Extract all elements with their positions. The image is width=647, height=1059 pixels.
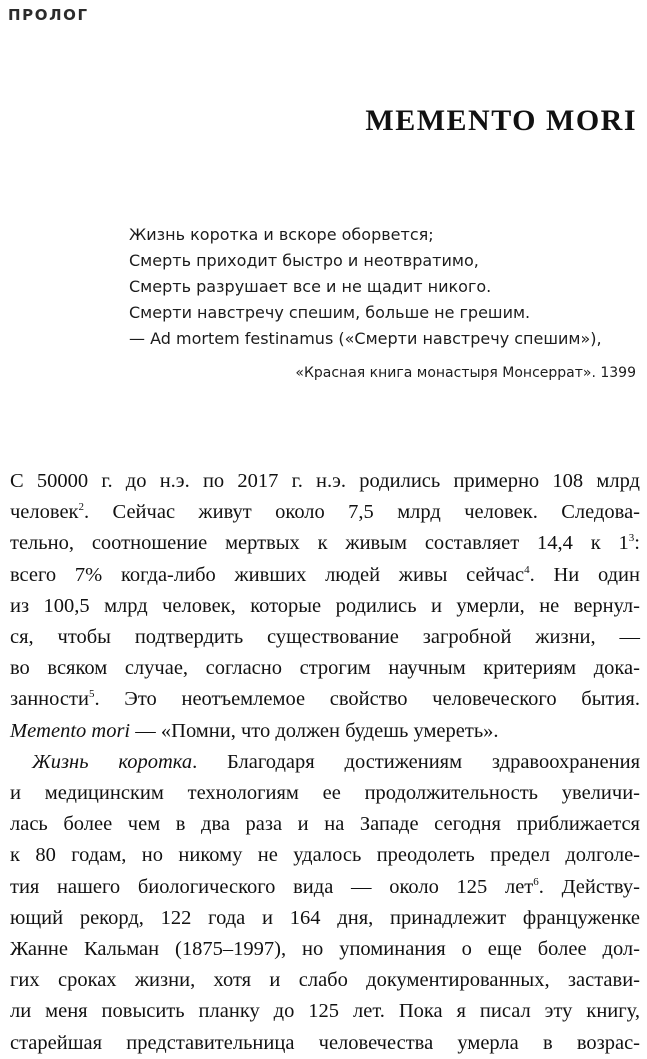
footnote-ref[interactable]: 3 <box>628 532 635 545</box>
text-fragment: старейшая представительница человечества умерла в возрас- <box>10 1031 640 1054</box>
text-line <box>10 560 640 591</box>
text-line <box>10 747 640 778</box>
text-fragment: тия нашего биологического вида — около 125 лет <box>10 875 534 898</box>
text-line <box>10 809 640 840</box>
epigraph-source: «Красная книга монастыря Монсеррат». 1399 <box>295 365 636 381</box>
text-fragment: ли меня повысить планку до 125 лет. Пока я писал эту книгу, <box>10 1000 640 1023</box>
text-fragment: всего 7% когда-либо живших людей живы сейчас <box>10 563 525 586</box>
text-fragment: во всяком случае, согласно строгим научным критериям дока- <box>10 657 640 680</box>
footnote-ref[interactable]: 2 <box>78 501 85 514</box>
text-fragment: тельно, соотношение мертвых к живым составляет 14,4 к 1 <box>10 532 629 555</box>
text-fragment: ющий рекорд, 122 года и 164 дня, принадлежит француженке <box>10 906 640 929</box>
text-fragment: . Ни один <box>529 563 640 586</box>
epigraph-line: Жизнь коротка и вскоре оборвется; <box>129 225 434 244</box>
text-line <box>10 934 640 965</box>
text-line <box>10 903 640 934</box>
text-line <box>10 622 640 653</box>
footnote-ref[interactable]: 5 <box>88 688 95 701</box>
text-fragment: — «Помни, что должен будешь умереть». <box>130 719 499 742</box>
text-fragment: человек <box>10 501 79 524</box>
text-fragment: . Сейчас живут около 7,5 млрд человек. Следова- <box>84 501 640 524</box>
text-fragment: С 50000 г. до н.э. по 2017 г. н.э. родились примерно 108 млрд <box>10 470 640 492</box>
text-fragment: лась более чем в два раза и на Западе сегодня приближается <box>10 813 640 836</box>
body-text <box>10 466 640 1059</box>
text-line <box>10 965 640 996</box>
text-fragment: ся, чтобы подтвердить существование загробной жизни, — <box>10 626 640 649</box>
epigraph-line: Смерти навстречу спешим, больше не грешим. <box>129 303 531 322</box>
text-fragment: . Действу- <box>538 875 640 898</box>
text-line <box>10 778 640 809</box>
text-fragment: : <box>634 532 640 555</box>
footnote-ref[interactable]: 6 <box>533 875 539 888</box>
epigraph-line: — Ad mortem festinamus («Смерти навстречу спешим»), <box>129 329 602 348</box>
text-line <box>10 466 640 497</box>
text-line <box>10 591 640 622</box>
text-line <box>10 872 640 903</box>
text-line <box>10 716 640 747</box>
epigraph-line: Смерть разрушает все и не щадит никого. <box>129 277 492 296</box>
text-line <box>10 996 640 1027</box>
text-fragment: занности <box>10 688 89 711</box>
epigraph <box>129 222 639 386</box>
text-line <box>10 497 640 528</box>
text-fragment: . Это неотъемлемое свойство человеческого бытия. <box>94 688 640 711</box>
text-fragment: из 100,5 млрд человек, которые родились и умерли, не вернул- <box>10 594 640 617</box>
text-fragment: к 80 годам, но никому не удалось преодолеть предел долголе- <box>10 844 640 867</box>
text-line <box>10 653 640 684</box>
text-fragment: гих сроках жизни, хотя и слабо документированных, застави- <box>10 969 640 992</box>
running-head: ПРОЛОГ <box>8 6 89 24</box>
text-fragment: . Благодаря достижениям здравоохранения <box>192 750 640 773</box>
epigraph-line: Смерть приходит быстро и неотвратимо, <box>129 251 479 270</box>
text-fragment: и медицинским технологиям ее продолжительность увеличи- <box>10 782 640 805</box>
text-line <box>10 684 640 715</box>
italic-phrase: Жизнь коротка <box>32 750 193 773</box>
italic-phrase: Memento mori <box>10 719 131 742</box>
text-line <box>10 1028 640 1059</box>
text-line <box>10 840 640 871</box>
text-line <box>10 528 640 559</box>
chapter-title: MEMENTO MORI <box>365 104 637 137</box>
text-fragment: Жанне Кальман (1875–1997), но упоминания о еще более дол- <box>10 938 640 961</box>
footnote-ref[interactable]: 4 <box>524 563 530 576</box>
